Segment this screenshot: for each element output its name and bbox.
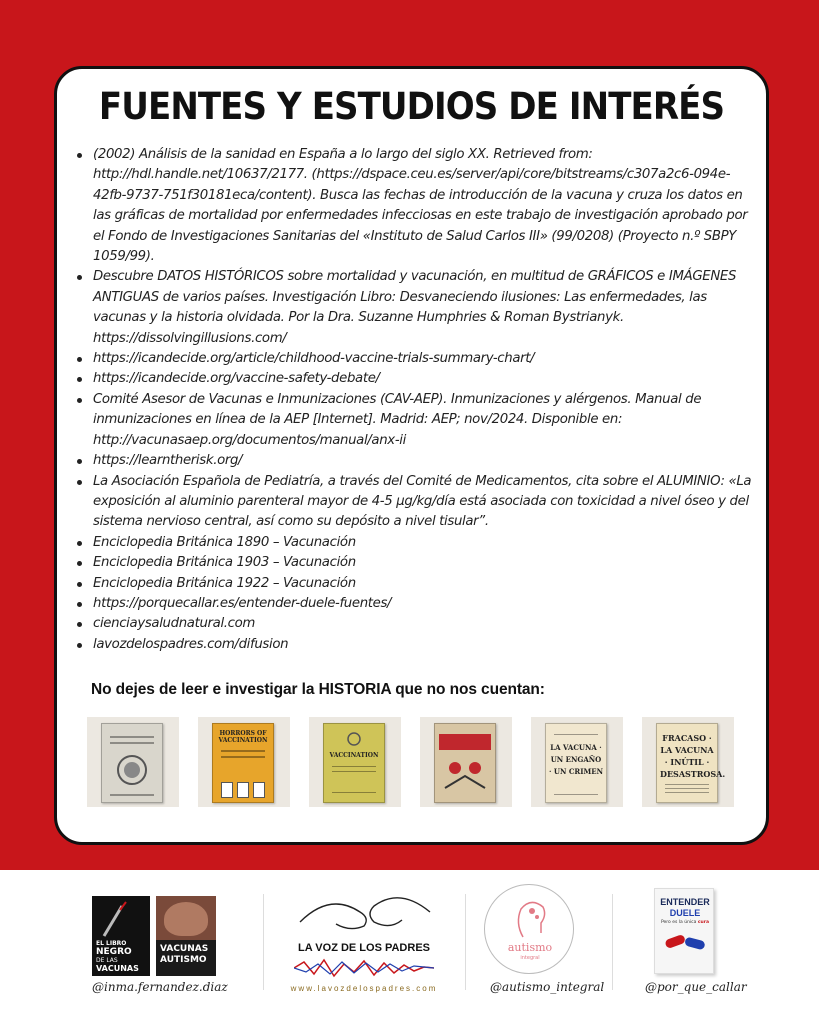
- head-profile-icon: [485, 893, 575, 943]
- reference-item: Descubre DATOS HISTÓRICOS sobre mortalidad y vacunación, en multitud de GRÁFICOS e IMÁGENES ANTIGUAS de varios países. Investigación Libro: Desvaneciendo ilusiones: Las enfermedades, las vacunas y la historia olvidada. Por la Dra. Suzanne Humphries & Roman Bystrianyk. https://dissolvingillusions.com/: [77, 267, 757, 349]
- sources-card: [54, 66, 769, 845]
- book-line: NEGRO: [96, 947, 132, 957]
- reference-item: Enciclopedia Británica 1890 – Vacunación: [77, 533, 757, 553]
- handle-por-que-callar[interactable]: @por_que_callar: [645, 980, 747, 994]
- book-line: DE LAS: [96, 957, 118, 964]
- historic-book-1: [87, 717, 179, 807]
- historic-book-6: [642, 717, 734, 807]
- book-cover: [434, 723, 496, 803]
- voz-url[interactable]: www.lavozdelospadres.com: [290, 984, 438, 993]
- entender-line2: DUELE: [669, 908, 701, 918]
- reference-item[interactable]: lavozdelospadres.com/difusion: [77, 635, 757, 655]
- reference-item: La Asociación Española de Pediatría, a través del Comité de Medicamentos, cita sobre el ALUMINIO: «La exposición al aluminio parenteral mayor de 4-5 μg/kg/día está asociada con toxicidad a nivel óseo y del sistema nervioso central, así como su depósito a nivel tisular”.: [77, 472, 757, 533]
- history-subtitle: No dejes de leer e investigar la HISTORIA que no nos cuentan:: [91, 681, 545, 698]
- historic-book-4: [420, 717, 512, 807]
- historic-book-5: [531, 717, 623, 807]
- reference-item: (2002) Análisis de la sanidad en España a lo largo del siglo XX. Retrieved from: http://hdl.handle.net/10637/2177. (https://dspace.ceu.es/server/api/core/bitstreams/c307a2c6-094e-42fb-9737-751f30181eca/content). Busca las fechas de introducción de la vacuna y cruza los datos en las gráficas de mortalidad por enfermedades infecciosas en este trabajo de investigación aprobado por el Fondo de Investigaciones Sanitarias del «Instituto de Salud Carlos III» (99/0208) (Proyecto n.º SBPY 1059/99).: [77, 145, 757, 267]
- book-title: HORRORS OF VACCINATION: [218, 730, 268, 744]
- book-line: EL LIBRO: [96, 940, 127, 947]
- book-title: LA VACUNA · UN ENGAÑO · UN CRIMEN: [549, 743, 603, 776]
- voz-title: LA VOZ DE LOS PADRES: [297, 942, 430, 954]
- book-line: VACUNAS: [160, 944, 209, 954]
- autismo-label: autismo: [507, 941, 553, 954]
- illustration-icon: [435, 754, 495, 794]
- footer-divider: [612, 894, 613, 990]
- footer-divider: [465, 894, 466, 990]
- book-title: VACCINATION: [329, 752, 379, 759]
- book-cover: [545, 723, 607, 803]
- vacunas-autismo-cover: [156, 896, 216, 976]
- historic-book-3: [309, 717, 401, 807]
- autismo-sub: integral: [520, 955, 540, 961]
- reference-item[interactable]: https://porquecallar.es/entender-duele-fuentes/: [77, 594, 757, 614]
- footer-divider: [263, 894, 264, 990]
- book-line: AUTISMO: [160, 955, 207, 965]
- seal-icon: [102, 750, 162, 790]
- references-list: [77, 145, 757, 655]
- book-cover: [656, 723, 726, 803]
- handle-autismo[interactable]: @autismo_integral: [490, 980, 605, 994]
- autismo-logo: [484, 884, 574, 974]
- entender-tag: Pero es la única cura: [660, 920, 709, 925]
- reference-item[interactable]: https://learntherisk.org/: [77, 451, 757, 471]
- reference-item: Enciclopedia Británica 1903 – Vacunación: [77, 553, 757, 573]
- reference-item[interactable]: cienciaysaludnatural.com: [77, 614, 757, 634]
- libro-negro-cover: [92, 896, 150, 976]
- book-title: FRACASO · LA VACUNA · INÚTIL · DESASTROSA.: [660, 733, 726, 779]
- historic-book-2: [198, 717, 290, 807]
- entender-line1: ENTENDER: [660, 897, 710, 907]
- entender-duele-cover: [654, 888, 714, 974]
- reference-item: Comité Asesor de Vacunas e Inmunizaciones (CAV-AEP). Inmunizaciones y alérgenos. Manual de inmunizaciones en línea de la AEP [Internet]. Madrid: AEP; nov/2024. Disponible en: http://vacunasaep.org/documentos/manual/anx-ii: [77, 390, 757, 451]
- handle-inma[interactable]: @inma.fernandez.diaz: [92, 980, 228, 994]
- book-cover: [101, 723, 163, 803]
- reference-item[interactable]: https://icandecide.org/vaccine-safety-debate/: [77, 369, 757, 389]
- footer-bar: [0, 870, 819, 1024]
- page-title: FUENTES Y ESTUDIOS DE INTERÉS: [98, 85, 725, 128]
- pills-icon: [655, 929, 715, 959]
- reference-item: Enciclopedia Británica 1922 – Vacunación: [77, 574, 757, 594]
- reference-item[interactable]: https://icandecide.org/article/childhood-vaccine-trials-summary-chart/: [77, 349, 757, 369]
- emblem-icon: [324, 730, 384, 748]
- waveform-icon: [294, 958, 434, 978]
- historic-books-row: [87, 717, 737, 807]
- book-cover: [323, 723, 385, 803]
- book-cover: [212, 723, 274, 803]
- syringe-icon: [92, 900, 150, 940]
- book-line: VACUNAS: [96, 964, 139, 973]
- hands-logo-icon: [290, 882, 440, 942]
